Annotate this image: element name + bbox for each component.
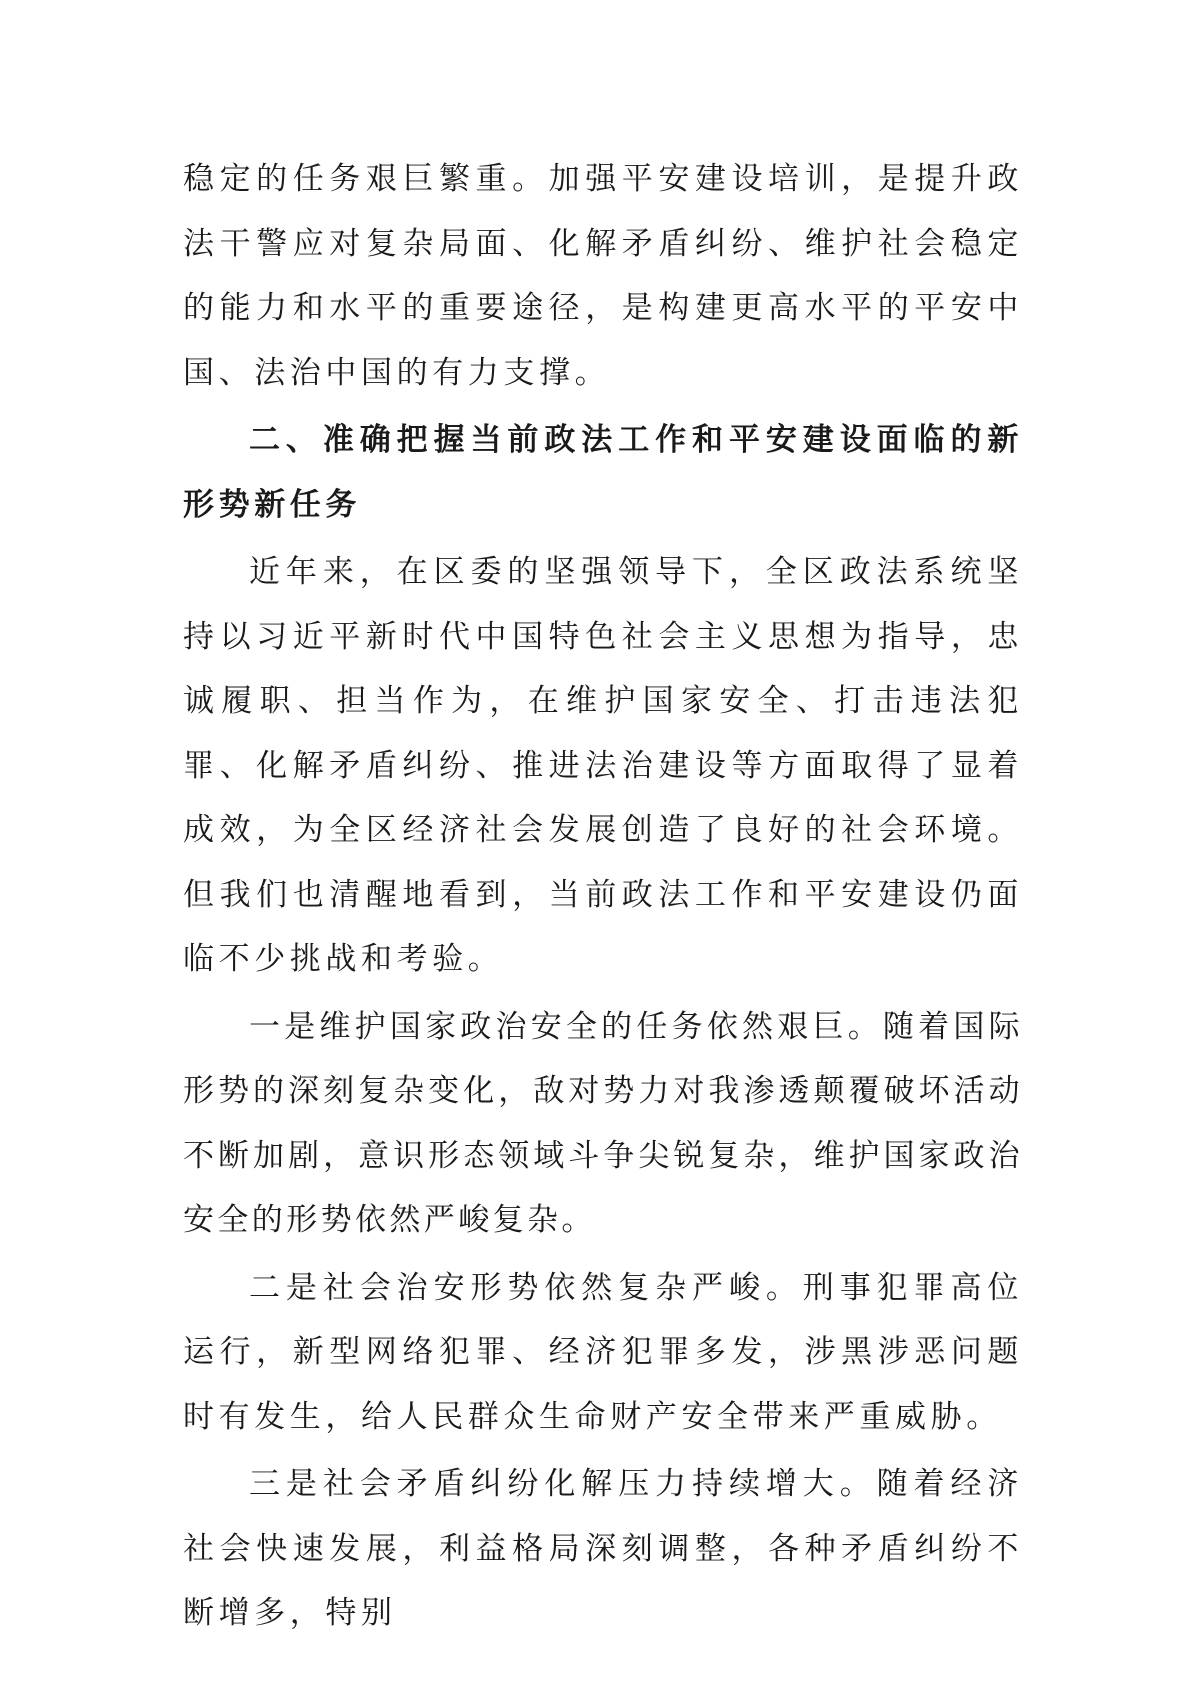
- paragraph-recent-years: 近年来，在区委的坚强领导下，全区政法系统坚持以习近平新时代中国特色社会主义思想为指导，忠诚履职、担当作为，在维护国家安全、打击违法犯罪、化解矛盾纠纷、推进法治建设等方面取得了显着成效，为全区经济社会发展创造了良好的社会环境。但我们也清醒地看到，当前政法工作和平安建设仍面临不少挑战和考验。: [183, 554, 1023, 977]
- document-body: [183, 147, 1023, 1646]
- section-heading-2: 二、准确把握当前政法工作和平安建设面临的新形势新任务: [183, 422, 1023, 523]
- paragraph-point-two: 二是社会治安形势依然复杂严峻。刑事犯罪高位运行，新型网络犯罪、经济犯罪多发，涉黑涉恶问题时有发生，给人民群众生命财产安全带来严重威胁。: [183, 1269, 1023, 1435]
- paragraph-point-three: 三是社会矛盾纠纷化解压力持续增大。随着经济社会快速发展，利益格局深刻调整，各种矛盾纠纷不断增多，特别: [183, 1466, 1023, 1631]
- paragraph-point-one: 一是维护国家政治安全的任务依然艰巨。随着国际形势的深刻复杂变化，敌对势力对我渗透颠覆破坏活动不断加剧，意识形态领域斗争尖锐复杂，维护国家政治安全的形势依然严峻复杂。: [183, 1008, 1023, 1238]
- paragraph-continued: 稳定的任务艰巨繁重。加强平安建设培训，是提升政法干警应对复杂局面、化解矛盾纠纷、维护社会稳定的能力和水平的重要途径，是构建更高水平的平安中国、法治中国的有力支撑。: [183, 161, 1023, 391]
